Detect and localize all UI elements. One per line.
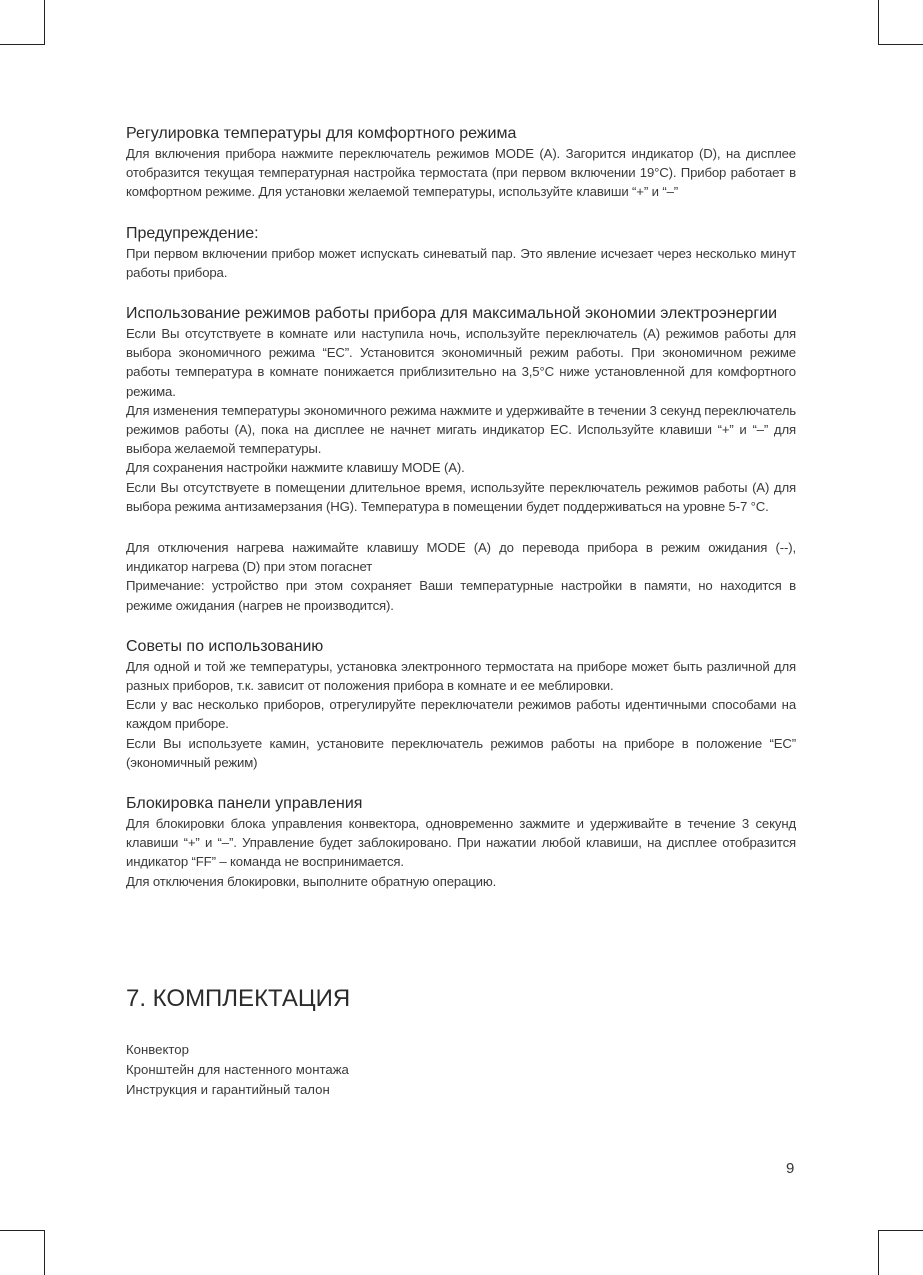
paragraph: Для одной и той же температуры, установка электронного термостата на приборе может быть различной для разных приборов, т.к. зависит от положения прибора в комнате и ее меблировки. (126, 658, 796, 694)
list-item: Инструкция и гарантийный талон (126, 1082, 330, 1097)
section-title-economy-mode: Использование режимов работы прибора для максимальной экономии электроэнергии (126, 305, 778, 323)
list-item: Кронштейн для настенного монтажа (126, 1062, 349, 1077)
crop-mark-bottom-right-vertical (878, 1230, 879, 1275)
crop-mark-bottom-left-vertical (44, 1230, 45, 1275)
section-title-comfort-mode: Регулировка температуры для комфортного режима (126, 125, 517, 142)
section-title-warning: Предупреждение: (126, 224, 259, 242)
paragraph: Для отключения нагрева нажимайте клавишу MODE (A) до перевода прибора в режим ожидания (--), индикатор нагрева (D) при этом погаснет (126, 540, 796, 575)
crop-mark-bottom-right-horizontal (878, 1230, 923, 1231)
crop-mark-top-right-horizontal (878, 44, 923, 45)
crop-mark-bottom-left-horizontal (0, 1230, 45, 1231)
paragraph: Для включения прибора нажмите переключатель режимов MODE (A). Загорится индикатор (D), на дисплее отобразится текущая температурная настройка термостата (при первом включении 19°С). Прибор работает в комфортном режиме. Для установки желаемой температуры, используйте клавиши “+” и “–” (126, 146, 796, 200)
kit-list (126, 1040, 349, 1100)
paragraph: Если Вы отсутствуете в помещении длительное время, используйте переключатель режимов работы (A) для выбора режима антизамерзания (HG). Температура в помещении будет поддерживаться на уровне 5-7 °С. (126, 479, 796, 514)
section-economy-mode (126, 304, 796, 615)
page-number: 9 (786, 1160, 795, 1177)
paragraph: Для блокировки блока управления конвектора, одновременно зажмите и удерживайте в течение 3 секунд клавиши “+” и “–”. Управление будет заблокировано. При нажатии любой клавиши, на дисплее отобразится индикатор “FF” – команда не воспринимается. (126, 816, 796, 870)
crop-mark-top-right-vertical (878, 0, 879, 45)
list-item: Конвектор (126, 1042, 189, 1057)
section-usage-tips (126, 637, 796, 772)
section-warning (126, 224, 796, 282)
section-panel-lock (126, 794, 796, 891)
document-body (126, 124, 796, 891)
section-comfort-mode (126, 124, 796, 202)
crop-mark-top-left-horizontal (0, 44, 45, 45)
section-title-usage-tips: Советы по использованию (126, 637, 324, 655)
crop-mark-top-left-vertical (44, 0, 45, 45)
chapter-title: 7. КОМПЛЕКТАЦИЯ (126, 985, 351, 1012)
paragraph: Если у вас несколько приборов, отрегулируйте переключатели режимов работы идентичными способами на каждом приборе. (126, 697, 796, 732)
paragraph: Для изменения температуры экономичного режима нажмите и удерживайте в течении 3 секунд переключатель режимов работы (A), пока на дисплее не начнет мигать индикатор EC. Используйте клавиши “+” и “–” для выбора желаемой температуры. (126, 402, 796, 457)
paragraph: Если Вы отсутствуете в комнате или наступила ночь, используйте переключатель (A) режимов работы для выбора экономичного режима “EC”. Установится экономичный режим работы. При экономичном режиме работы температура в комнате понижается приблизительно на 3,5°С ниже установленной для комфортного режима. (126, 326, 796, 399)
paragraph: Для отключения блокировки, выполните обратную операцию. (126, 873, 497, 889)
section-title-panel-lock: Блокировка панели управления (126, 795, 363, 813)
paragraph: Для сохранения настройки нажмите клавишу MODE (A). (126, 460, 465, 476)
paragraph: При первом включении прибор может испускать синеватый пар. Это явление исчезает через несколько минут работы прибора. (126, 245, 796, 280)
paragraph: Если Вы используете камин, установите переключатель режимов работы на приборе в положение “EC” (экономичный режим) (126, 735, 796, 770)
paragraph: Примечание: устройство при этом сохраняет Ваши температурные настройки в памяти, но находится в режиме ожидания (нагрев не производится). (126, 578, 796, 613)
